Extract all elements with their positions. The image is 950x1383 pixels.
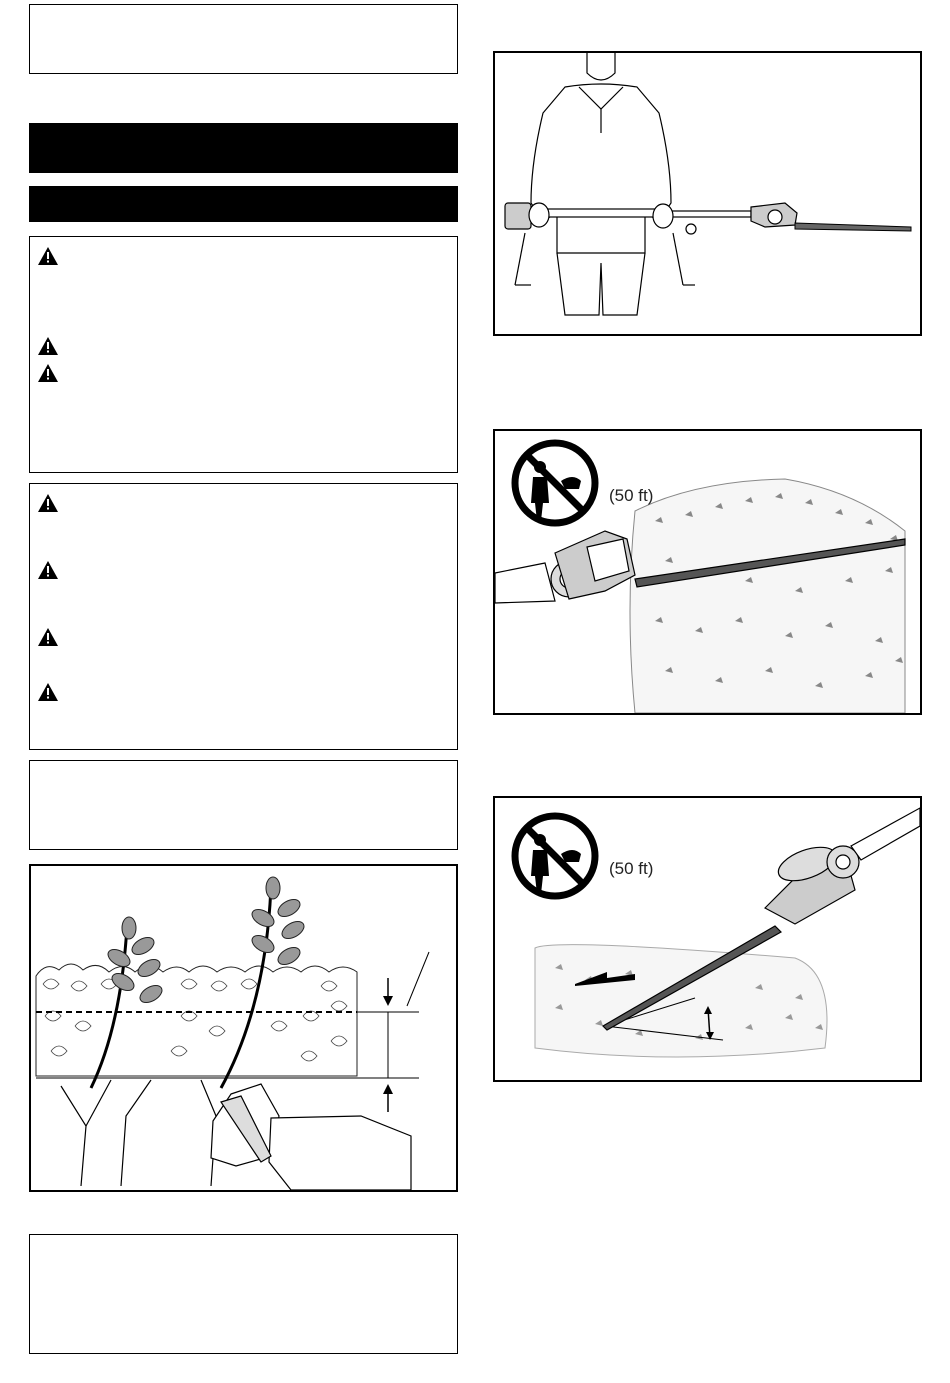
warning-triangle-icon <box>38 337 58 355</box>
note-box-bottom <box>29 1234 458 1354</box>
warning-triangle-icon <box>38 561 58 579</box>
section-header-bar <box>29 123 458 173</box>
figure-operator-holding-tool <box>493 51 922 336</box>
warning-triangle-icon <box>38 247 58 265</box>
figure-hedge-pruning <box>29 864 458 1192</box>
warning-triangle-icon <box>38 364 58 382</box>
subsection-header-bar <box>29 186 458 222</box>
figure-hedge-trimming-angle <box>493 796 922 1082</box>
distance-label: (50 ft) <box>609 486 654 505</box>
no-bystanders-icon <box>515 816 595 896</box>
warning-box-2 <box>29 483 458 750</box>
warning-triangle-icon <box>38 494 58 512</box>
figure-hedge-trimming-side <box>493 429 922 715</box>
distance-label: (50 ft) <box>609 859 654 878</box>
warning-triangle-icon <box>38 628 58 646</box>
warning-triangle-icon <box>38 683 58 701</box>
note-box-middle <box>29 760 458 850</box>
no-bystanders-icon <box>515 443 595 523</box>
warning-box-1 <box>29 236 458 473</box>
note-box-top <box>29 4 458 74</box>
